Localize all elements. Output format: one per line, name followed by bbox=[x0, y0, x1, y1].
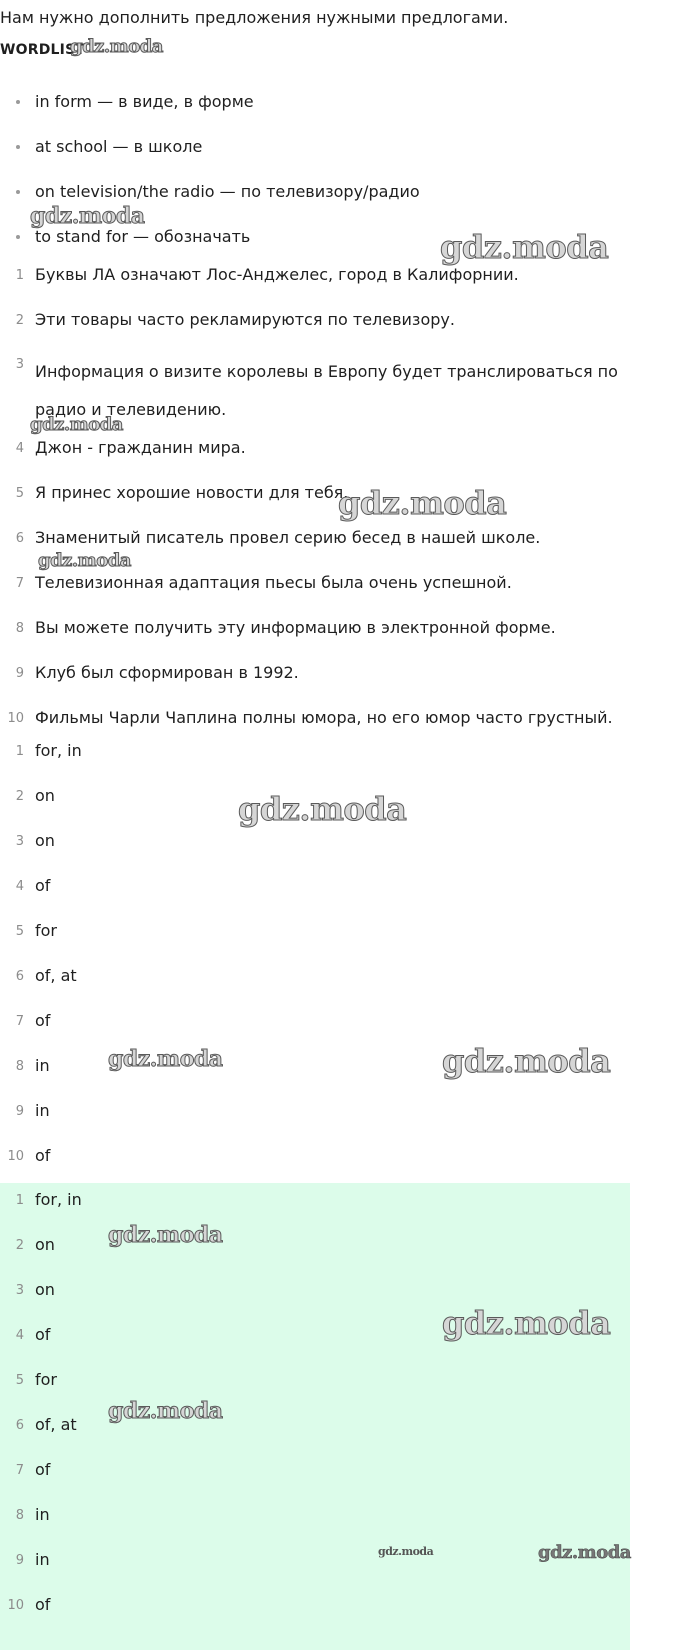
item-number: 4 bbox=[15, 441, 24, 456]
list-item bbox=[0, 1009, 680, 1054]
item-number: 2 bbox=[15, 313, 24, 328]
answer-text: of, at bbox=[35, 966, 77, 985]
answer-text: for bbox=[35, 1370, 57, 1389]
watermark: gdz.moda bbox=[442, 1042, 611, 1080]
item-number: 10 bbox=[7, 1598, 24, 1613]
list-item bbox=[0, 1233, 680, 1278]
wordlist-item-text: on television/the radio — по телевизору/радио bbox=[35, 182, 420, 201]
answer-text: of bbox=[35, 1146, 51, 1165]
watermark: gdz.moda bbox=[440, 228, 609, 266]
item-number: 2 bbox=[15, 1238, 24, 1253]
list-item bbox=[0, 263, 680, 308]
item-number: 4 bbox=[15, 1328, 24, 1343]
list-item bbox=[0, 1458, 680, 1503]
sentence-text: Информация о визите королевы в Европу будет транслироваться по радио и телевидению. bbox=[35, 362, 618, 419]
list-item bbox=[0, 308, 680, 353]
list-item bbox=[0, 1593, 680, 1638]
item-number: 7 bbox=[15, 1463, 24, 1478]
bullet-icon bbox=[16, 100, 20, 104]
item-number: 3 bbox=[15, 1283, 24, 1298]
list-item bbox=[0, 1188, 680, 1233]
wordlist-item-text: at school — в школе bbox=[35, 137, 203, 156]
watermark: gdz.moda bbox=[108, 1398, 223, 1424]
answer-text: for, in bbox=[35, 1190, 82, 1209]
watermark: gdz.moda bbox=[538, 1542, 631, 1563]
list-item bbox=[0, 616, 680, 661]
answer-text: in bbox=[35, 1056, 50, 1075]
item-number: 7 bbox=[15, 576, 24, 591]
answer-text: on bbox=[35, 1280, 55, 1299]
answer-text: in bbox=[35, 1550, 50, 1569]
wordlist-item bbox=[0, 90, 680, 135]
list-item bbox=[0, 1278, 680, 1323]
item-number: 3 bbox=[15, 834, 24, 849]
answer-text: on bbox=[35, 786, 55, 805]
bullet-icon bbox=[16, 235, 20, 239]
item-number: 2 bbox=[15, 789, 24, 804]
list-item bbox=[0, 784, 680, 829]
item-number: 1 bbox=[15, 1193, 24, 1208]
list-item bbox=[0, 919, 680, 964]
item-number: 9 bbox=[15, 1553, 24, 1568]
watermark: gdz.moda bbox=[238, 790, 407, 828]
list-item bbox=[0, 436, 680, 481]
watermark: gdz.moda bbox=[30, 203, 145, 229]
item-number: 6 bbox=[15, 531, 24, 546]
answer-text: of bbox=[35, 1595, 51, 1614]
list-item bbox=[0, 1054, 680, 1099]
wordlist-item-text: to stand for — обозначать bbox=[35, 227, 251, 246]
answer-text: of, at bbox=[35, 1415, 77, 1434]
list-item bbox=[0, 1413, 680, 1458]
wordlist-item bbox=[0, 135, 680, 180]
watermark: gdz.moda bbox=[70, 36, 163, 57]
sentence-text: Эти товары часто рекламируются по телевизору. bbox=[35, 310, 455, 329]
item-number: 4 bbox=[15, 879, 24, 894]
watermark: gdz.moda bbox=[338, 484, 507, 522]
bullet-icon bbox=[16, 190, 20, 194]
watermark: gdz.moda bbox=[108, 1046, 223, 1072]
watermark: gdz.moda bbox=[108, 1222, 223, 1248]
highlighted-answer-list bbox=[0, 1188, 680, 1638]
wordlist-item bbox=[0, 180, 680, 225]
wordlist-heading: WORDLIST bbox=[0, 42, 86, 58]
list-item bbox=[0, 874, 680, 919]
list-item bbox=[0, 829, 680, 874]
item-number: 5 bbox=[15, 924, 24, 939]
sentence-text: Клуб был сформирован в 1992. bbox=[35, 663, 299, 682]
list-item bbox=[0, 661, 680, 706]
answer-text: for, in bbox=[35, 741, 82, 760]
task-instruction: Нам нужно дополнить предложения нужными предлогами. bbox=[0, 8, 509, 27]
item-number: 5 bbox=[15, 486, 24, 501]
answer-text: for bbox=[35, 921, 57, 940]
list-item bbox=[0, 1099, 680, 1144]
bullet-icon bbox=[16, 145, 20, 149]
watermark: gdz.moda bbox=[378, 1545, 434, 1558]
wordlist-item-text: in form — в виде, в форме bbox=[35, 92, 254, 111]
item-number: 9 bbox=[15, 666, 24, 681]
answer-list bbox=[0, 739, 680, 1189]
item-number: 6 bbox=[15, 1418, 24, 1433]
answer-text: of bbox=[35, 876, 51, 895]
item-number: 3 bbox=[15, 357, 24, 372]
list-item bbox=[0, 481, 680, 526]
watermark: gdz.moda bbox=[442, 1304, 611, 1342]
sentence-text: Джон - гражданин мира. bbox=[35, 438, 246, 457]
wordlist bbox=[0, 90, 680, 270]
list-item bbox=[0, 1323, 680, 1368]
item-number: 10 bbox=[7, 711, 24, 726]
sentence-text: Вы можете получить эту информацию в электронной форме. bbox=[35, 618, 556, 637]
list-item bbox=[0, 526, 680, 571]
list-item bbox=[0, 571, 680, 616]
item-number: 8 bbox=[15, 621, 24, 636]
sentence-text: Буквы ЛА означают Лос-Анджелес, город в Калифорнии. bbox=[35, 265, 519, 284]
item-number: 5 bbox=[15, 1373, 24, 1388]
item-number: 7 bbox=[15, 1014, 24, 1029]
item-number: 1 bbox=[15, 744, 24, 759]
sentence-text: Телевизионная адаптация пьесы была очень успешной. bbox=[35, 573, 512, 592]
sentence-text: Знаменитый писатель провел серию бесед в нашей школе. bbox=[35, 528, 541, 547]
watermark: gdz.moda bbox=[38, 550, 131, 571]
watermark: gdz.moda bbox=[30, 414, 123, 435]
answer-text: in bbox=[35, 1505, 50, 1524]
sentence-text: Я принес хорошие новости для тебя. bbox=[35, 483, 349, 502]
answer-text: on bbox=[35, 831, 55, 850]
answer-text: of bbox=[35, 1460, 51, 1479]
item-number: 1 bbox=[15, 268, 24, 283]
list-item bbox=[0, 1503, 680, 1548]
item-number: 8 bbox=[15, 1059, 24, 1074]
answer-text: on bbox=[35, 1235, 55, 1254]
list-item bbox=[0, 1368, 680, 1413]
list-item bbox=[0, 1548, 680, 1593]
item-number: 9 bbox=[15, 1104, 24, 1119]
answer-text: in bbox=[35, 1101, 50, 1120]
answer-text: of bbox=[35, 1325, 51, 1344]
item-number: 8 bbox=[15, 1508, 24, 1523]
item-number: 6 bbox=[15, 969, 24, 984]
answer-text: of bbox=[35, 1011, 51, 1030]
list-item bbox=[0, 353, 680, 436]
sentence-text: Фильмы Чарли Чаплина полны юмора, но его юмор часто грустный. bbox=[35, 708, 613, 727]
list-item bbox=[0, 964, 680, 1009]
list-item bbox=[0, 739, 680, 784]
item-number: 10 bbox=[7, 1149, 24, 1164]
translation-list bbox=[0, 263, 680, 751]
